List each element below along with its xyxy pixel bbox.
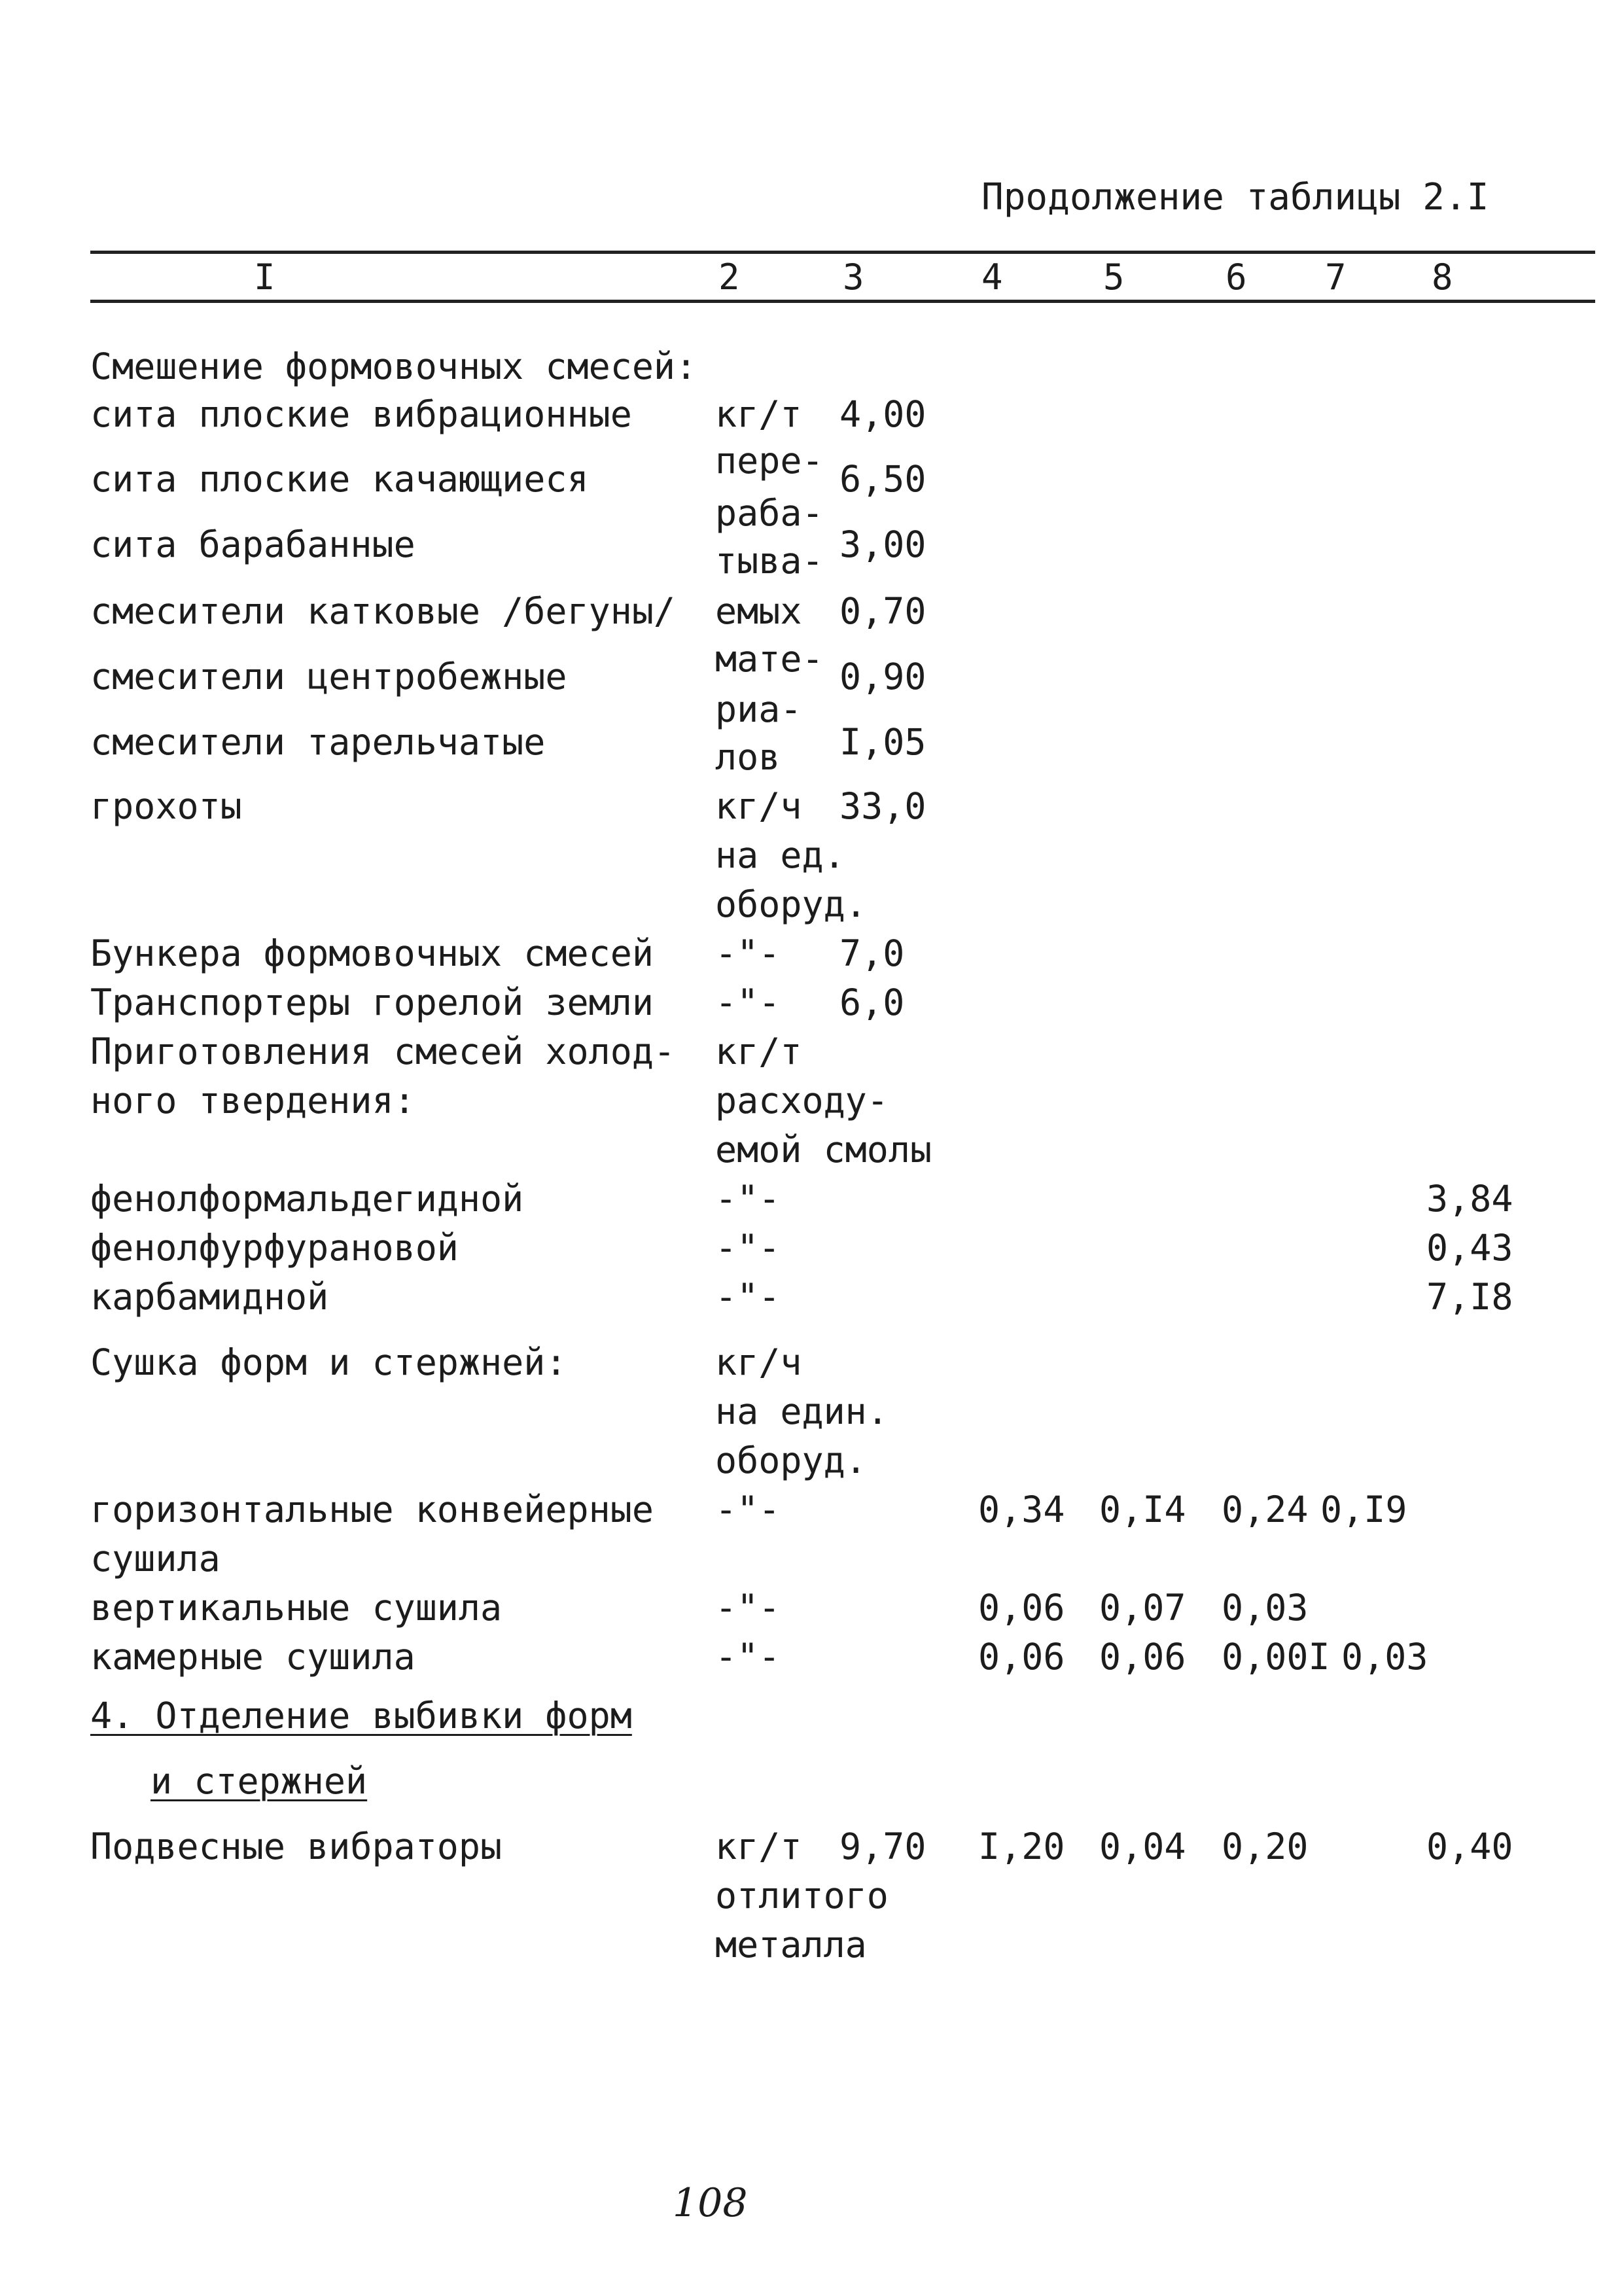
row-name: Транспортеры горелой земли xyxy=(90,981,654,1023)
row-name: смесители тарельчатые xyxy=(90,721,546,763)
row-unit: на ед. xyxy=(715,834,845,876)
row-unit: -"- xyxy=(715,1587,781,1629)
row-unit: мате- xyxy=(715,638,824,680)
row-unit: лов xyxy=(715,736,781,778)
row-name: ного твердения: xyxy=(90,1080,415,1122)
row-unit: -"- xyxy=(715,1276,781,1318)
row-col3: I,05 xyxy=(839,721,926,763)
row-unit: -"- xyxy=(715,981,781,1023)
row-name: вертикальные сушила xyxy=(90,1587,502,1629)
row-name: смесители катковые /бегуны/ xyxy=(90,590,676,632)
row-unit: емых xyxy=(715,590,802,632)
header-bottom-rule xyxy=(90,300,1595,303)
row-unit: кг/т xyxy=(715,393,802,435)
col-header-5: 5 xyxy=(1103,256,1125,298)
col-header-3: 3 xyxy=(843,256,864,298)
col-header-1: I xyxy=(254,256,275,298)
row-col3: 33,0 xyxy=(839,785,926,827)
row-unit: отлитого xyxy=(715,1875,889,1916)
row-name: камерные сушила xyxy=(90,1636,415,1678)
row-name: фенолформальдегидной xyxy=(90,1178,524,1220)
row-name: Бункера формовочных смесей xyxy=(90,932,654,974)
row-name: горизонтальные конвейерные xyxy=(90,1489,654,1530)
row-unit: оборуд. xyxy=(715,883,867,925)
row-unit: риа- xyxy=(715,688,802,730)
row-unit: емой смолы xyxy=(715,1129,932,1171)
row-col3: 4,00 xyxy=(839,393,926,435)
row-unit: кг/ч xyxy=(715,1341,802,1383)
row-col3: 0,70 xyxy=(839,590,926,632)
row-unit: -"- xyxy=(715,1636,781,1678)
row-col3: 0,90 xyxy=(839,656,926,698)
row-name: сита плоские вибрационные xyxy=(90,393,632,435)
row-unit: -"- xyxy=(715,1489,781,1530)
row-name: сита барабанные xyxy=(90,523,415,565)
row-unit: тыва- xyxy=(715,540,824,582)
row-name: Смешение формовочных смесей: xyxy=(90,345,697,387)
col-header-6: 6 xyxy=(1225,256,1247,298)
row-name: фенолфурфурановой xyxy=(90,1227,459,1269)
row-unit: оборуд. xyxy=(715,1439,867,1481)
row-name: Сушка форм и стержней: xyxy=(90,1341,567,1383)
row-name: сита плоские качающиеся xyxy=(90,458,589,500)
row-col4: 0,34 xyxy=(978,1489,1065,1530)
row-col3: 9,70 xyxy=(839,1826,926,1867)
row-unit: металла xyxy=(715,1924,867,1966)
row-name: карбамидной xyxy=(90,1276,329,1318)
row-col6: 0,20 xyxy=(1222,1826,1309,1867)
col-header-8: 8 xyxy=(1432,256,1453,298)
row-unit: -"- xyxy=(715,932,781,974)
row-unit: кг/т xyxy=(715,1031,802,1072)
row-name: Подвесные вибраторы xyxy=(90,1826,502,1867)
row-col8: 3,84 xyxy=(1426,1178,1513,1220)
row-unit: расходу- xyxy=(715,1080,889,1122)
section-heading: и стержней xyxy=(150,1760,368,1802)
row-col7: 0,03 xyxy=(1341,1636,1428,1678)
row-col3: 3,00 xyxy=(839,523,926,565)
row-name: сушила xyxy=(90,1538,220,1580)
col-header-4: 4 xyxy=(981,256,1003,298)
row-col4: 0,06 xyxy=(978,1636,1065,1678)
row-name: смесители центробежные xyxy=(90,656,567,698)
row-unit: кг/т xyxy=(715,1826,802,1867)
table-caption: Продолжение таблицы 2.I xyxy=(981,176,1489,219)
row-unit: кг/ч xyxy=(715,785,802,827)
row-name: Приготовления смесей холод- xyxy=(90,1031,676,1072)
row-col4: 0,06 xyxy=(978,1587,1065,1629)
row-unit: на един. xyxy=(715,1390,889,1432)
row-col3: 6,50 xyxy=(839,458,926,500)
row-col6: 0,00I xyxy=(1222,1636,1330,1678)
col-header-7: 7 xyxy=(1325,256,1347,298)
row-unit: раба- xyxy=(715,492,824,534)
row-col8: 0,40 xyxy=(1426,1826,1513,1867)
row-col8: 0,43 xyxy=(1426,1227,1513,1269)
row-col3: 6,0 xyxy=(839,981,905,1023)
col-header-2: 2 xyxy=(718,256,740,298)
row-col5: 0,07 xyxy=(1099,1587,1186,1629)
row-name: грохоты xyxy=(90,785,242,827)
row-unit: пере- xyxy=(715,440,824,482)
section-heading: 4. Отделение выбивки форм xyxy=(90,1695,632,1737)
row-col5: 0,06 xyxy=(1099,1636,1186,1678)
row-col3: 7,0 xyxy=(839,932,905,974)
row-col6: 0,03 xyxy=(1222,1587,1309,1629)
row-col7: 0,I9 xyxy=(1320,1489,1407,1530)
row-col4: I,20 xyxy=(978,1826,1065,1867)
page-number: 108 xyxy=(673,2180,748,2226)
row-col5: 0,I4 xyxy=(1099,1489,1186,1530)
row-unit: -"- xyxy=(715,1227,781,1269)
row-col5: 0,04 xyxy=(1099,1826,1186,1867)
row-col6: 0,24 xyxy=(1222,1489,1309,1530)
row-unit: -"- xyxy=(715,1178,781,1220)
header-top-rule xyxy=(90,251,1595,254)
row-col8: 7,I8 xyxy=(1426,1276,1513,1318)
